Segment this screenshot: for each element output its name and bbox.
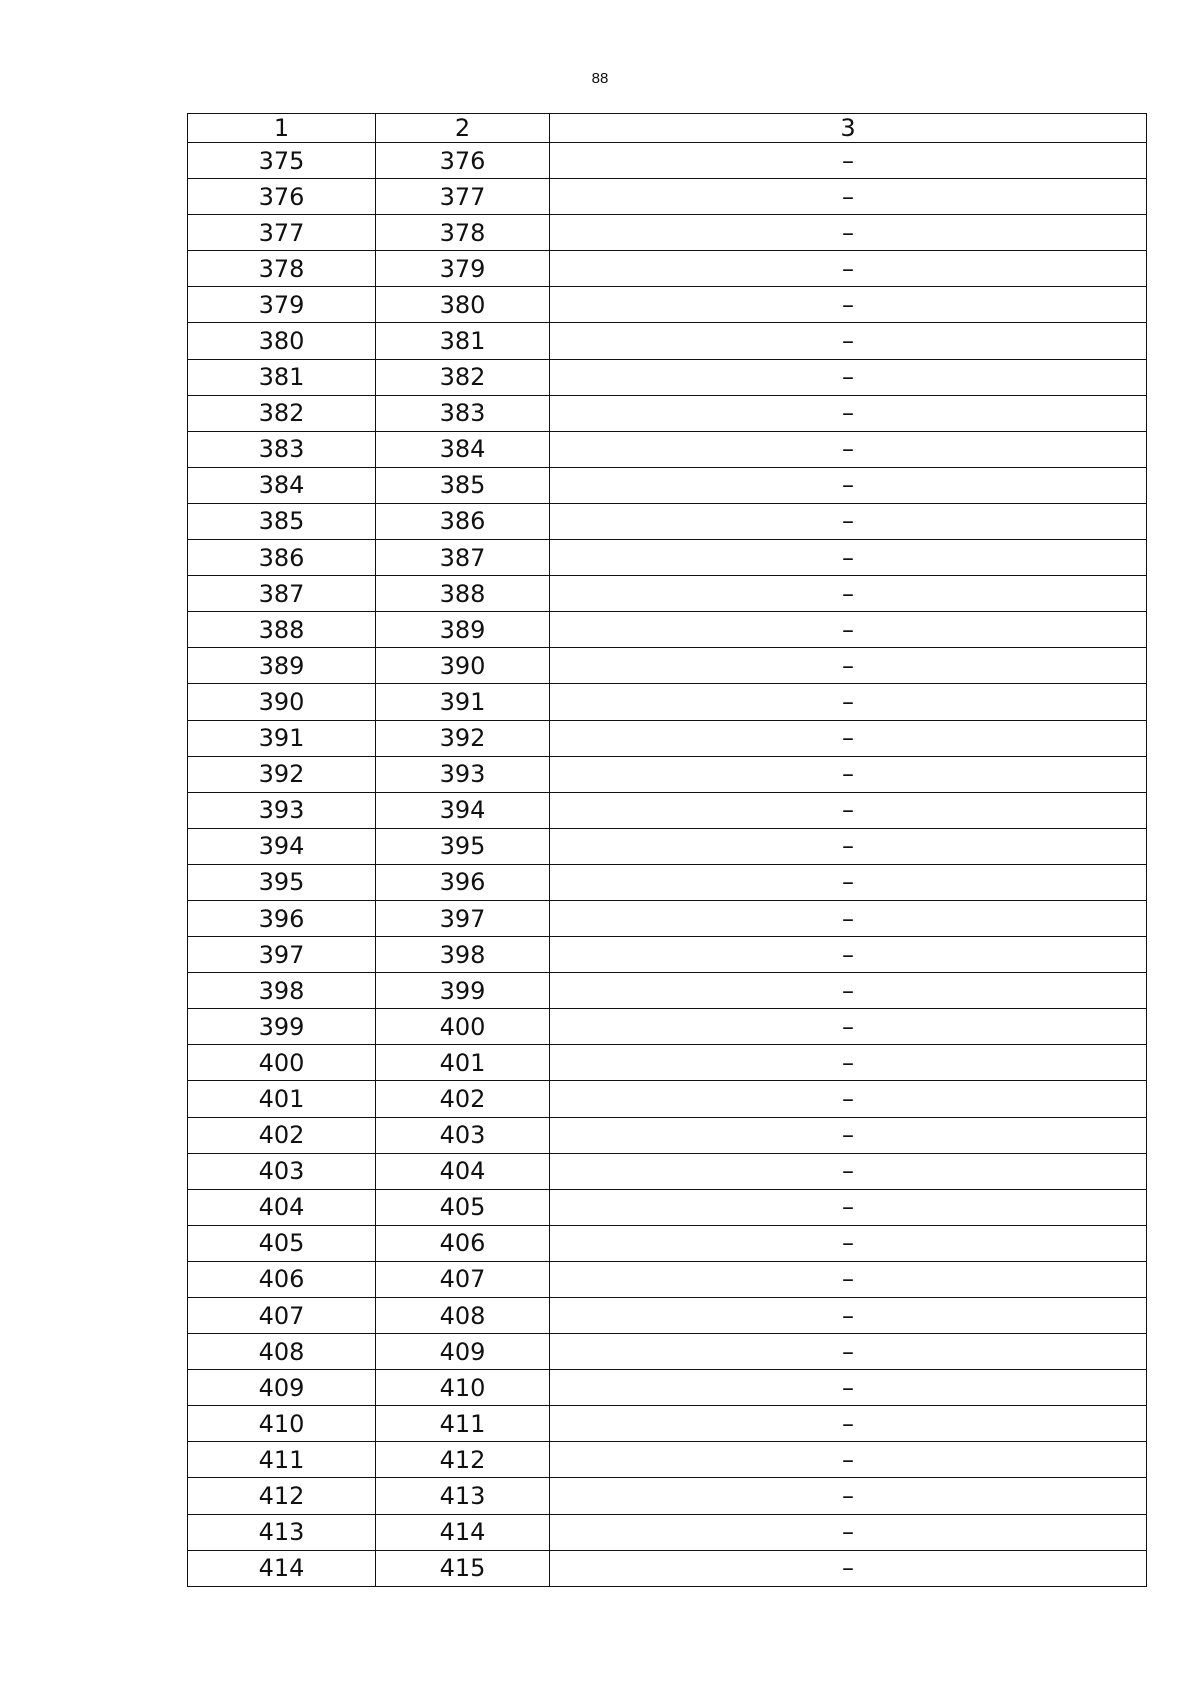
table-cell-col-2: 409 (376, 1334, 550, 1370)
table-cell-col-3: – (550, 1261, 1147, 1297)
table-cell-col-2: 397 (376, 900, 550, 936)
table-cell-col-2: 396 (376, 864, 550, 900)
table-cell-col-2: 411 (376, 1406, 550, 1442)
table-cell-col-3: – (550, 395, 1147, 431)
table-cell-col-3: – (550, 973, 1147, 1009)
table-cell-col-1: 400 (188, 1045, 376, 1081)
column-header-1: 1 (188, 114, 376, 143)
table-cell-col-3: – (550, 720, 1147, 756)
table-cell-col-1: 407 (188, 1298, 376, 1334)
table-cell-col-2: 382 (376, 359, 550, 395)
table-row (188, 395, 1147, 431)
table-cell-col-1: 376 (188, 179, 376, 215)
table-cell-col-2: 384 (376, 431, 550, 467)
table-body (188, 143, 1147, 1587)
table-cell-col-2: 404 (376, 1153, 550, 1189)
table-cell-col-3: – (550, 323, 1147, 359)
table-cell-col-3: – (550, 143, 1147, 179)
table-cell-col-3: – (550, 251, 1147, 287)
table-cell-col-3: – (550, 359, 1147, 395)
table-cell-col-1: 389 (188, 648, 376, 684)
table-cell-col-2: 392 (376, 720, 550, 756)
table-cell-col-3: – (550, 179, 1147, 215)
table-row (188, 792, 1147, 828)
table-row (188, 1045, 1147, 1081)
table-cell-col-2: 390 (376, 648, 550, 684)
table-cell-col-1: 395 (188, 864, 376, 900)
table-cell-col-3: – (550, 1189, 1147, 1225)
table-cell-col-3: – (550, 1225, 1147, 1261)
table-cell-col-1: 380 (188, 323, 376, 359)
table-cell-col-2: 386 (376, 503, 550, 539)
table-cell-col-3: – (550, 1153, 1147, 1189)
table-cell-col-1: 394 (188, 828, 376, 864)
table-row (188, 1117, 1147, 1153)
table-cell-col-3: – (550, 467, 1147, 503)
table-cell-col-1: 409 (188, 1370, 376, 1406)
table-cell-col-2: 400 (376, 1009, 550, 1045)
table-cell-col-1: 406 (188, 1261, 376, 1297)
table-row (188, 1225, 1147, 1261)
table-cell-col-3: – (550, 828, 1147, 864)
table-cell-col-1: 396 (188, 900, 376, 936)
table-row (188, 431, 1147, 467)
table-row (188, 1009, 1147, 1045)
column-header-3: 3 (550, 114, 1147, 143)
table-cell-col-1: 385 (188, 503, 376, 539)
table-cell-col-2: 389 (376, 612, 550, 648)
table-row (188, 323, 1147, 359)
table-cell-col-3: – (550, 864, 1147, 900)
table-cell-col-2: 394 (376, 792, 550, 828)
table-cell-col-2: 414 (376, 1514, 550, 1550)
table-row (188, 1478, 1147, 1514)
table-cell-col-3: – (550, 576, 1147, 612)
table-row (188, 1334, 1147, 1370)
table-cell-col-2: 408 (376, 1298, 550, 1334)
table-cell-col-2: 410 (376, 1370, 550, 1406)
table-cell-col-3: – (550, 1478, 1147, 1514)
table-row (188, 684, 1147, 720)
table-header-row (188, 114, 1147, 143)
table-cell-col-2: 405 (376, 1189, 550, 1225)
table-cell-col-2: 385 (376, 467, 550, 503)
table-cell-col-1: 408 (188, 1334, 376, 1370)
table-cell-col-1: 387 (188, 576, 376, 612)
table-cell-col-3: – (550, 792, 1147, 828)
table-row (188, 1406, 1147, 1442)
table-cell-col-1: 392 (188, 756, 376, 792)
table-cell-col-1: 383 (188, 431, 376, 467)
table-row (188, 503, 1147, 539)
table-cell-col-2: 387 (376, 540, 550, 576)
table-row (188, 756, 1147, 792)
table-cell-col-1: 414 (188, 1550, 376, 1586)
table-row (188, 540, 1147, 576)
data-table (187, 113, 1147, 1587)
table-row (188, 576, 1147, 612)
table-cell-col-2: 406 (376, 1225, 550, 1261)
table-cell-col-3: – (550, 503, 1147, 539)
table-cell-col-2: 376 (376, 143, 550, 179)
table-cell-col-3: – (550, 1334, 1147, 1370)
table-cell-col-3: – (550, 540, 1147, 576)
table-row (188, 937, 1147, 973)
table-cell-col-1: 393 (188, 792, 376, 828)
table-cell-col-3: – (550, 1081, 1147, 1117)
table-cell-col-3: – (550, 1406, 1147, 1442)
table-cell-col-1: 381 (188, 359, 376, 395)
table-cell-col-2: 399 (376, 973, 550, 1009)
table-row (188, 1189, 1147, 1225)
table-cell-col-2: 402 (376, 1081, 550, 1117)
table-cell-col-3: – (550, 756, 1147, 792)
table-row (188, 828, 1147, 864)
table-cell-col-1: 388 (188, 612, 376, 648)
table-cell-col-3: – (550, 1514, 1147, 1550)
table-cell-col-2: 413 (376, 1478, 550, 1514)
table-cell-col-3: – (550, 1045, 1147, 1081)
table-row (188, 215, 1147, 251)
table-cell-col-1: 377 (188, 215, 376, 251)
table-cell-col-1: 410 (188, 1406, 376, 1442)
table-row (188, 1514, 1147, 1550)
table-cell-col-1: 375 (188, 143, 376, 179)
table-cell-col-3: – (550, 900, 1147, 936)
table-row (188, 1153, 1147, 1189)
table-cell-col-2: 381 (376, 323, 550, 359)
table-cell-col-2: 401 (376, 1045, 550, 1081)
table-row (188, 1298, 1147, 1334)
table-row (188, 973, 1147, 1009)
table-cell-col-2: 393 (376, 756, 550, 792)
table-cell-col-1: 390 (188, 684, 376, 720)
table-cell-col-1: 391 (188, 720, 376, 756)
table-cell-col-1: 399 (188, 1009, 376, 1045)
table-cell-col-2: 388 (376, 576, 550, 612)
table-cell-col-3: – (550, 1370, 1147, 1406)
table-cell-col-1: 404 (188, 1189, 376, 1225)
table-row (188, 359, 1147, 395)
table-cell-col-1: 402 (188, 1117, 376, 1153)
table-row (188, 900, 1147, 936)
table-cell-col-2: 412 (376, 1442, 550, 1478)
table-row (188, 251, 1147, 287)
table-cell-col-2: 377 (376, 179, 550, 215)
table-row (188, 287, 1147, 323)
table-cell-col-1: 379 (188, 287, 376, 323)
table-row (188, 1550, 1147, 1586)
table-cell-col-1: 405 (188, 1225, 376, 1261)
table-row (188, 1442, 1147, 1478)
table-cell-col-3: – (550, 1298, 1147, 1334)
table-row (188, 179, 1147, 215)
table-cell-col-2: 380 (376, 287, 550, 323)
table-cell-col-1: 386 (188, 540, 376, 576)
table-cell-col-2: 407 (376, 1261, 550, 1297)
table-row (188, 1081, 1147, 1117)
table-cell-col-1: 397 (188, 937, 376, 973)
table-cell-col-1: 413 (188, 1514, 376, 1550)
table-cell-col-2: 403 (376, 1117, 550, 1153)
table-cell-col-3: – (550, 215, 1147, 251)
table-cell-col-3: – (550, 1442, 1147, 1478)
table-cell-col-3: – (550, 431, 1147, 467)
table-cell-col-1: 412 (188, 1478, 376, 1514)
table-cell-col-2: 415 (376, 1550, 550, 1586)
table-row (188, 1370, 1147, 1406)
table-cell-col-3: – (550, 1550, 1147, 1586)
column-header-2: 2 (376, 114, 550, 143)
table-cell-col-2: 379 (376, 251, 550, 287)
table-row (188, 720, 1147, 756)
table-cell-col-2: 398 (376, 937, 550, 973)
table-cell-col-3: – (550, 287, 1147, 323)
table-cell-col-2: 383 (376, 395, 550, 431)
page-number: 88 (591, 70, 609, 87)
table-cell-col-1: 378 (188, 251, 376, 287)
table-row (188, 648, 1147, 684)
table-cell-col-1: 398 (188, 973, 376, 1009)
table-cell-col-3: – (550, 684, 1147, 720)
table-cell-col-3: – (550, 1117, 1147, 1153)
table-cell-col-2: 378 (376, 215, 550, 251)
table-cell-col-3: – (550, 612, 1147, 648)
table-cell-col-3: – (550, 648, 1147, 684)
table-cell-col-1: 401 (188, 1081, 376, 1117)
table-row (188, 467, 1147, 503)
table-cell-col-3: – (550, 937, 1147, 973)
table-row (188, 612, 1147, 648)
table-cell-col-2: 395 (376, 828, 550, 864)
table-cell-col-1: 403 (188, 1153, 376, 1189)
table-cell-col-1: 382 (188, 395, 376, 431)
table-cell-col-3: – (550, 1009, 1147, 1045)
table-row (188, 1261, 1147, 1297)
table-row (188, 864, 1147, 900)
table-cell-col-2: 391 (376, 684, 550, 720)
table-row (188, 143, 1147, 179)
table-cell-col-1: 384 (188, 467, 376, 503)
table-cell-col-1: 411 (188, 1442, 376, 1478)
